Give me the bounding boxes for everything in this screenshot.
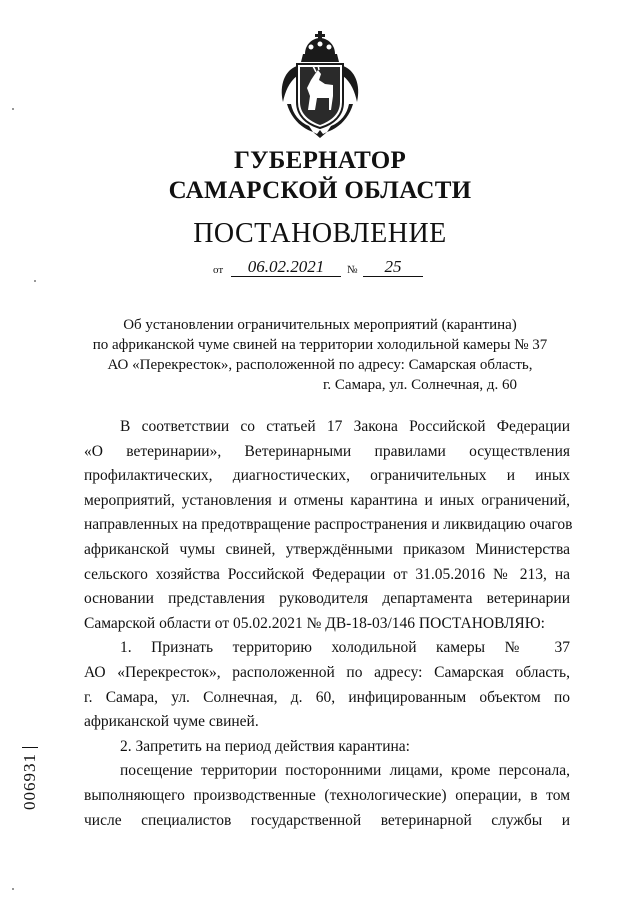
samara-coat-of-arms-icon <box>273 30 367 142</box>
decree-date: 06.02.2021 <box>231 258 341 277</box>
title-line: г. Самара, ул. Солнечная, д. 60 <box>322 377 517 393</box>
decree-title <box>85 315 555 395</box>
decree-number: 25 <box>363 258 423 277</box>
body-line: АО «Перекресток», расположенной по адресу: Самарская область, <box>84 663 570 681</box>
body-line: Самарской области от 05.02.2021 № ДВ-18-03/146 ПОСТАНОВЛЯЮ: <box>84 614 545 632</box>
scan-speck <box>12 108 14 110</box>
body-line: В соответствии со статьей 17 Закона Российской Федерации <box>120 418 570 435</box>
body-line: основании представления руководителя департамента ветеринарии <box>84 590 570 608</box>
body-line: числе специалистов государственной ветеринарной службы и <box>84 811 570 829</box>
body-line: направленных на предотвращение распространения и ликвидацию очагов <box>84 516 573 534</box>
body-line: выполняющего производственные (технологические) операции, в том <box>84 786 570 804</box>
header-title-line1: ГУБЕРНАТОР <box>233 147 407 174</box>
body-line: сельского хозяйства Российской Федерации от 31.05.2016 № 213, на <box>84 565 570 583</box>
date-line <box>213 258 433 280</box>
body-line: профилактических, диагностических, ограничительных и иных <box>84 467 570 485</box>
number-label: № <box>347 264 358 276</box>
body-line: мероприятий, установления и отмены карантина и иных ограничений, <box>84 491 570 509</box>
decree-body <box>84 415 573 833</box>
margin-serial-number: 006931 <box>20 753 39 810</box>
body-line: 1. Признать территорию холодильной камеры № 37 <box>120 639 570 657</box>
body-line: г. Самара, ул. Солнечная, д. 60, инфицированным объектом по <box>84 688 570 706</box>
date-from-label: от <box>213 264 224 276</box>
document-type: ПОСТАНОВЛЕНИЕ <box>193 218 447 249</box>
title-line: АО «Перекресток», расположенной по адресу: Самарская область, <box>107 357 533 373</box>
body-line: «О ветеринарии», Ветеринарными правилами осуществления <box>84 442 570 460</box>
header-title-line2: САМАРСКОЙ ОБЛАСТИ <box>168 177 472 204</box>
scan-speck <box>12 888 14 890</box>
scan-speck <box>34 280 36 282</box>
title-line: Об установлении ограничительных мероприятий (карантина) <box>123 317 517 333</box>
title-line: по африканской чуме свиней на территории холодильной камеры № 37 <box>92 337 548 353</box>
body-line: посещение территории посторонними лицами, кроме персонала, <box>120 762 570 780</box>
body-line: 2. Запретить на период действия карантина: <box>120 737 410 755</box>
body-line: африканской чуме свиней. <box>84 713 259 731</box>
body-line: африканской чумы свиней, утверждёнными приказом Министерства <box>84 540 570 558</box>
